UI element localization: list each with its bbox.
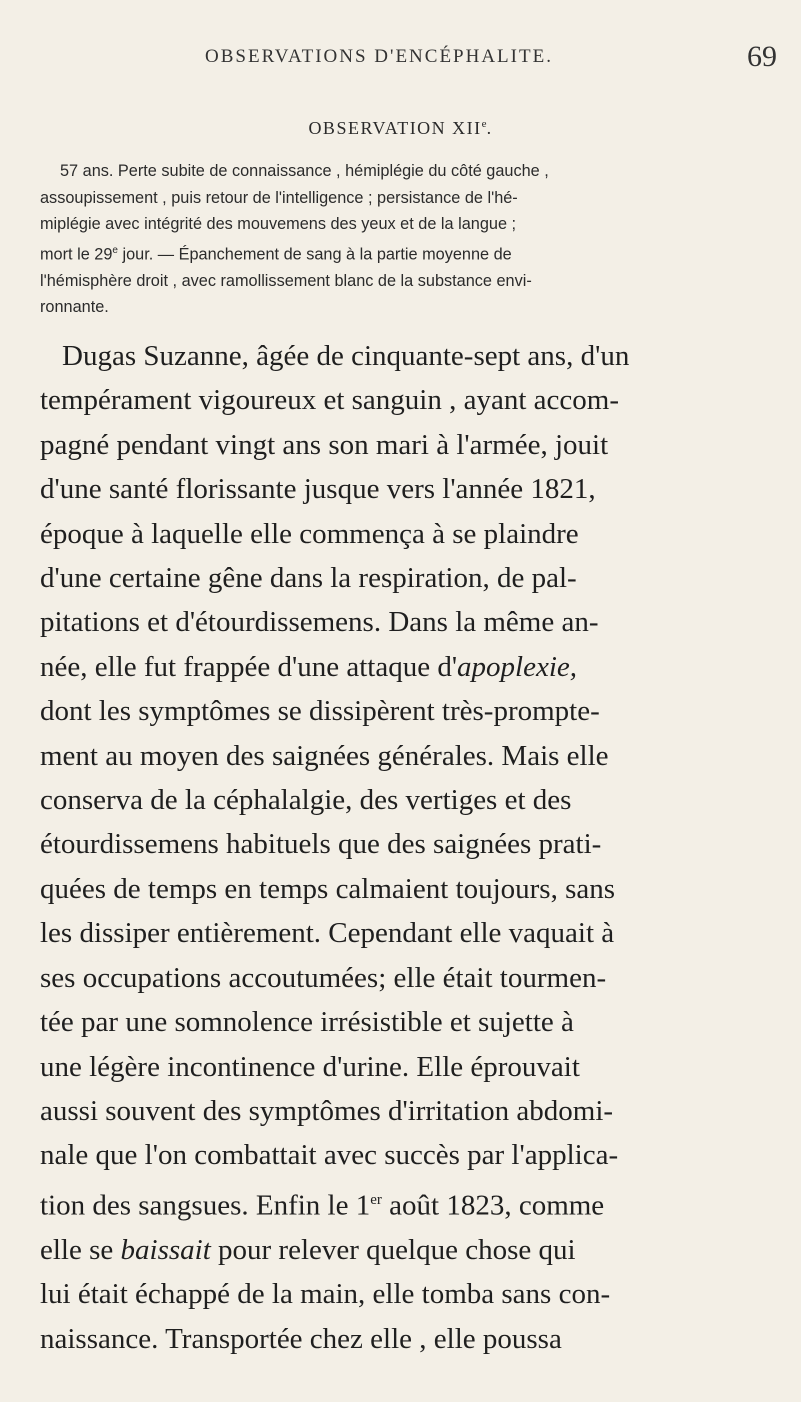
body-line: les dissiper entièrement. Cependant elle vaquait à	[40, 917, 615, 950]
body-line	[40, 645, 785, 689]
running-title: OBSERVATIONS D'ENCÉPHALITE.	[205, 46, 553, 67]
case-summary	[40, 158, 782, 321]
body-line: une légère incontinence d'urine. Elle éprouvait	[40, 1050, 580, 1083]
body-line: aussi souvent des symptômes d'irritation abdomi-	[40, 1094, 614, 1127]
summary-line: l'hémisphère droit , avec ramollissement blanc de la substance envi-	[40, 271, 532, 290]
summary-text: mort le 29	[40, 245, 113, 264]
body-text-run: août 1823, comme	[381, 1189, 605, 1222]
page-number: 69	[747, 40, 777, 73]
summary-line: 57 ans. Perte subite de connaissance , hémiplégie du côté gauche ,	[60, 162, 549, 180]
body-text	[40, 334, 785, 1361]
body-line	[40, 1178, 785, 1228]
body-line: pitations et d'étourdissemens. Dans la même an-	[40, 606, 599, 639]
body-text-run: elle se	[40, 1233, 121, 1266]
body-line: tempérament vigoureux et sanguin , ayant accom-	[40, 384, 619, 417]
body-italic: baissait	[120, 1233, 211, 1266]
body-line: naissance. Transportée chez elle , elle poussa	[40, 1322, 562, 1355]
body-text-run: pour relever quelque chose qui	[210, 1233, 576, 1266]
running-head	[0, 40, 801, 76]
body-sup: er	[370, 1191, 382, 1208]
observation-heading-text: OBSERVATION XII	[308, 118, 482, 138]
body-line: tée par une somnolence irrésistible et sujette à	[40, 1006, 574, 1039]
summary-line: ronnante.	[40, 298, 109, 317]
summary-line	[40, 238, 782, 268]
body-italic: apoplexie,	[457, 650, 578, 683]
summary-text: jour. — Épanchement de sang à la partie moyenne de	[117, 245, 512, 264]
body-line: ment au moyen des saignées générales. Mais elle	[40, 739, 609, 772]
summary-line: miplégie avec intégrité des mouvemens des yeux et de la langue ;	[40, 215, 517, 234]
observation-heading-suffix: e	[481, 118, 487, 130]
body-line: époque à laquelle elle commença à se plaindre	[40, 517, 579, 550]
body-line: ses occupations accoutumées; elle était tourmen-	[40, 961, 607, 994]
summary-sup: e	[112, 244, 118, 256]
body-line: conserva de la céphalalgie, des vertiges et des	[40, 784, 572, 817]
body-line: quées de temps en temps calmaient toujours, sans	[40, 872, 616, 905]
body-line: d'une certaine gêne dans la respiration, de pal-	[40, 562, 577, 595]
body-text-run: tion des sangsues. Enfin le 1	[40, 1189, 371, 1222]
body-line: d'une santé florissante jusque vers l'année 1821,	[40, 473, 596, 506]
body-line: pagné pendant vingt ans son mari à l'armée, jouit	[40, 428, 609, 461]
body-line: étourdissemens habituels que des saignées prati-	[40, 828, 602, 861]
body-line	[40, 1228, 785, 1272]
observation-heading-period: .	[486, 118, 493, 138]
observation-heading	[0, 118, 801, 139]
body-line: nale que l'on combattait avec succès par l'applica-	[40, 1139, 619, 1172]
body-line: lui était échappé de la main, elle tomba sans con-	[40, 1278, 611, 1311]
body-line: Dugas Suzanne, âgée de cinquante-sept ans, d'un	[62, 340, 630, 372]
body-text-run: née, elle fut frappée d'une attaque d'	[40, 650, 458, 683]
summary-line: assoupissement , puis retour de l'intelligence ; persistance de l'hé-	[40, 188, 518, 207]
body-line: dont les symptômes se dissipèrent très-prompte-	[40, 695, 600, 728]
